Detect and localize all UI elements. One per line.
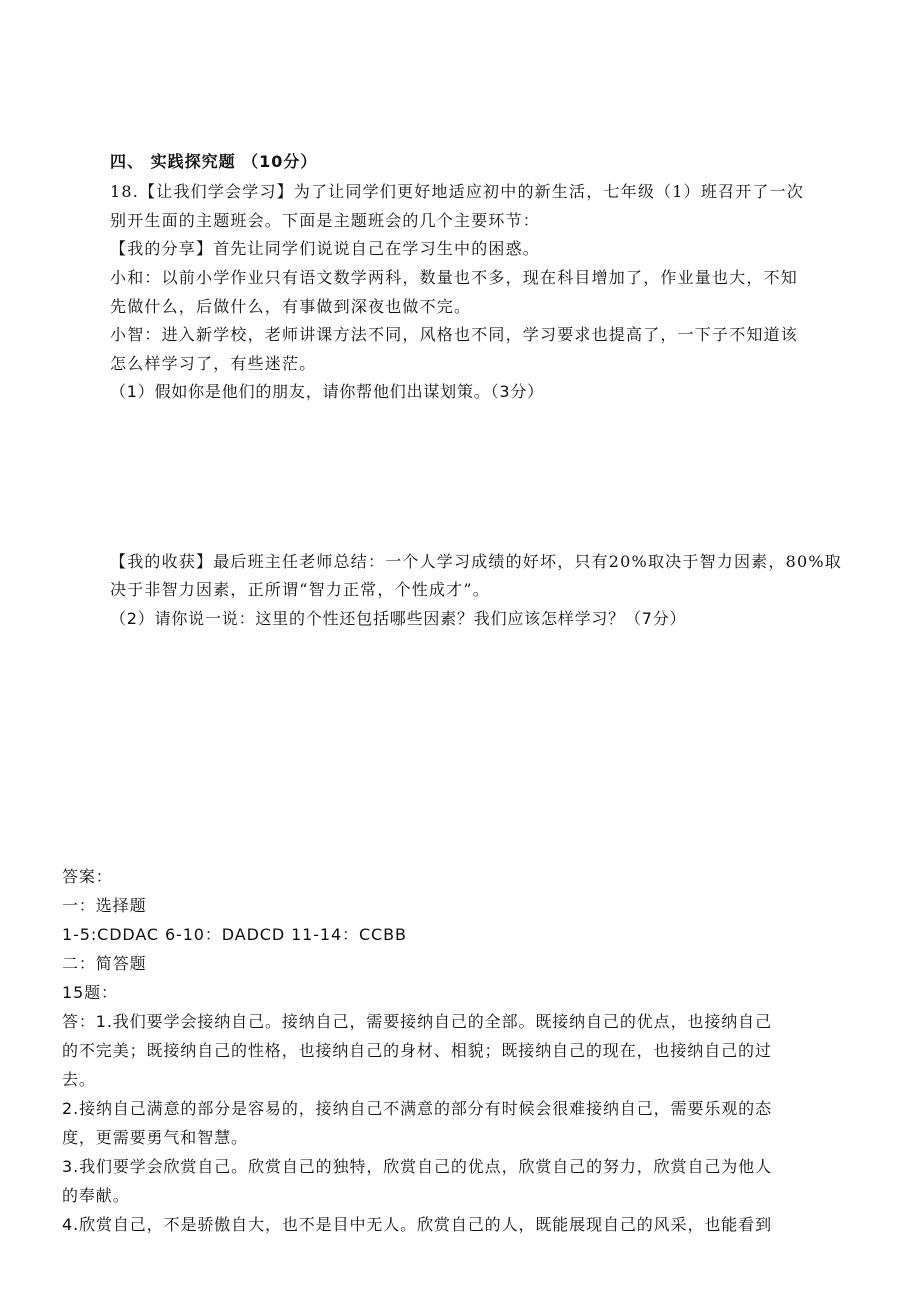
xiaohe-line-1: 小和：以前小学作业只有语文数学两科，数量也不多，现在科目增加了，作业量也大，不知: [110, 268, 799, 287]
question-15-title: 15题：: [62, 983, 118, 1002]
part-1-title: 一：选择题: [62, 896, 147, 915]
harvest-line-1: 【我的收获】最后班主任老师总结：一个人学习成绩的好坏，只有20%取决于智力因素，80%取: [110, 552, 842, 571]
question-18-line-1: 18.【让我们学会学习】为了让同学们更好地适应初中的新生活，七年级（1）班召开了一次: [110, 182, 805, 201]
share-paragraph: 【我的分享】首先让同学们说说自己在学习生中的困惑。: [110, 239, 541, 258]
harvest-line-2: 决于非智力因素，正所谓“智力正常，个性成才”。: [110, 580, 490, 599]
question-18-line-2: 别开生面的主题班会。下面是主题班会的几个主要环节：: [110, 211, 541, 230]
section-heading: 四、 实践探究题 （10分）: [110, 152, 318, 171]
answer-point-3-line-1: 3.我们要学会欣赏自己。欣赏自己的独特，欣赏自己的优点，欣赏自己的努力，欣赏自己为他人: [62, 1157, 772, 1176]
answers-title: 答案：: [62, 867, 113, 886]
answer-point-1-line-3: 去。: [62, 1070, 96, 1089]
xiaozhi-line-2: 怎么样学习了，有些迷茫。: [110, 354, 317, 373]
answer-point-1-line-2: 的不完美；既接纳自己的性格，也接纳自己的身材、相貌；既接纳自己的现在，也接纳自己的过: [62, 1041, 772, 1060]
sub-question-1: （1）假如你是他们的朋友，请你帮他们出谋划策。（3分）: [110, 382, 544, 401]
sub-question-2: （2）请你说一说：这里的个性还包括哪些因素？我们应该怎样学习？（7分）: [110, 609, 687, 628]
answer-point-2-line-1: 2.接纳自己满意的部分是容易的，接纳自己不满意的部分有时候会很难接纳自己，需要乐观的态: [62, 1099, 772, 1118]
answer-point-4-line-1: 4.欣赏自己，不是骄傲自大，也不是目中无人。欣赏自己的人，既能展现自己的风采，也能看到: [62, 1215, 772, 1234]
xiaohe-line-2: 先做什么，后做什么，有事做到深夜也做不完。: [110, 297, 472, 316]
answer-point-1-line-1: 答：1.我们要学会接纳自己。接纳自己，需要接纳自己的全部。既接纳自己的优点，也接纳自己: [62, 1012, 772, 1031]
part-1-answers: 1-5:CDDAC 6-10：DADCD 11-14：CCBB: [62, 925, 407, 944]
part-2-title: 二：简答题: [62, 954, 147, 973]
answer-point-2-line-2: 度，更需要勇气和智慧。: [62, 1128, 248, 1147]
answer-point-3-line-2: 的奉献。: [62, 1186, 130, 1205]
xiaozhi-line-1: 小智：进入新学校，老师讲课方法不同，风格也不同，学习要求也提高了，一下子不知道该: [110, 325, 799, 344]
